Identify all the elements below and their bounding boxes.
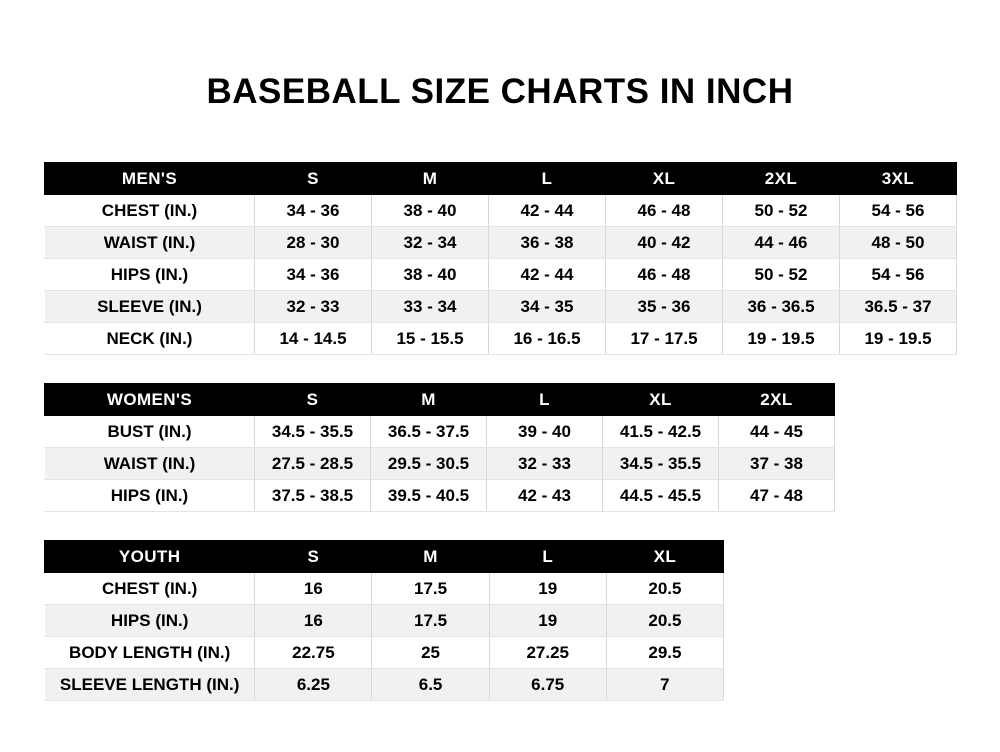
cell: 20.5 (606, 605, 723, 637)
table-row (45, 195, 957, 227)
cell: 16 (255, 573, 372, 605)
cell: 14 - 14.5 (255, 323, 372, 355)
womens-table-body (45, 416, 835, 512)
youth-header-m: M (372, 541, 489, 573)
mens-header-l: L (489, 163, 606, 195)
cell: 44 - 45 (719, 416, 835, 448)
cell: 42 - 43 (487, 480, 603, 512)
cell: 47 - 48 (719, 480, 835, 512)
table-row (45, 448, 835, 480)
womens-header-l: L (487, 384, 603, 416)
row-label: WAIST (IN.) (45, 227, 255, 259)
row-label: HIPS (IN.) (45, 480, 255, 512)
cell: 36 - 36.5 (723, 291, 840, 323)
youth-header-s: S (255, 541, 372, 573)
womens-size-table (44, 383, 835, 512)
youth-size-table (44, 540, 724, 701)
cell: 19 (489, 605, 606, 637)
table-spacer (44, 512, 956, 540)
table-spacer (44, 355, 956, 383)
table-row (45, 605, 724, 637)
cell: 40 - 42 (606, 227, 723, 259)
cell: 54 - 56 (840, 195, 957, 227)
cell: 16 - 16.5 (489, 323, 606, 355)
cell: 44.5 - 45.5 (603, 480, 719, 512)
cell: 6.25 (255, 669, 372, 701)
cell: 39.5 - 40.5 (371, 480, 487, 512)
cell: 19 (489, 573, 606, 605)
cell: 32 - 33 (487, 448, 603, 480)
tables-container (0, 162, 1000, 701)
cell: 33 - 34 (372, 291, 489, 323)
mens-header-m: M (372, 163, 489, 195)
womens-header-s: S (255, 384, 371, 416)
row-label: BODY LENGTH (IN.) (45, 637, 255, 669)
womens-header-xl: XL (603, 384, 719, 416)
cell: 37 - 38 (719, 448, 835, 480)
row-label: WAIST (IN.) (45, 448, 255, 480)
row-label: CHEST (IN.) (45, 195, 255, 227)
cell: 48 - 50 (840, 227, 957, 259)
cell: 17 - 17.5 (606, 323, 723, 355)
cell: 37.5 - 38.5 (255, 480, 371, 512)
table-header-row (45, 384, 835, 416)
mens-table-body (45, 195, 957, 355)
row-label: SLEEVE (IN.) (45, 291, 255, 323)
youth-header-xl: XL (606, 541, 723, 573)
cell: 42 - 44 (489, 195, 606, 227)
cell: 36.5 - 37.5 (371, 416, 487, 448)
womens-header-label: WOMEN'S (45, 384, 255, 416)
row-label: SLEEVE LENGTH (IN.) (45, 669, 255, 701)
cell: 36 - 38 (489, 227, 606, 259)
cell: 54 - 56 (840, 259, 957, 291)
cell: 38 - 40 (372, 195, 489, 227)
cell: 39 - 40 (487, 416, 603, 448)
mens-header-3xl: 3XL (840, 163, 957, 195)
cell: 22.75 (255, 637, 372, 669)
cell: 17.5 (372, 605, 489, 637)
cell: 20.5 (606, 573, 723, 605)
table-row (45, 480, 835, 512)
table-row (45, 259, 957, 291)
table-header-row (45, 541, 724, 573)
cell: 32 - 34 (372, 227, 489, 259)
cell: 27.5 - 28.5 (255, 448, 371, 480)
mens-header-xl: XL (606, 163, 723, 195)
mens-table-header (45, 163, 957, 195)
cell: 6.75 (489, 669, 606, 701)
row-label: NECK (IN.) (45, 323, 255, 355)
cell: 17.5 (372, 573, 489, 605)
cell: 25 (372, 637, 489, 669)
row-label: BUST (IN.) (45, 416, 255, 448)
youth-table-header (45, 541, 724, 573)
cell: 46 - 48 (606, 259, 723, 291)
cell: 28 - 30 (255, 227, 372, 259)
youth-header-label: YOUTH (45, 541, 255, 573)
cell: 16 (255, 605, 372, 637)
cell: 6.5 (372, 669, 489, 701)
page-title: BASEBALL SIZE CHARTS IN INCH (206, 72, 794, 111)
cell: 46 - 48 (606, 195, 723, 227)
table-row (45, 323, 957, 355)
cell: 29.5 (606, 637, 723, 669)
row-label: CHEST (IN.) (45, 573, 255, 605)
table-row (45, 291, 957, 323)
mens-header-s: S (255, 163, 372, 195)
cell: 7 (606, 669, 723, 701)
cell: 42 - 44 (489, 259, 606, 291)
cell: 34 - 36 (255, 259, 372, 291)
cell: 35 - 36 (606, 291, 723, 323)
womens-header-m: M (371, 384, 487, 416)
table-row (45, 227, 957, 259)
youth-table-body (45, 573, 724, 701)
row-label: HIPS (IN.) (45, 259, 255, 291)
mens-header-label: MEN'S (45, 163, 255, 195)
cell: 38 - 40 (372, 259, 489, 291)
mens-header-2xl: 2XL (723, 163, 840, 195)
womens-table-header (45, 384, 835, 416)
mens-size-table (44, 162, 957, 355)
cell: 34.5 - 35.5 (255, 416, 371, 448)
table-row (45, 637, 724, 669)
cell: 41.5 - 42.5 (603, 416, 719, 448)
cell: 27.25 (489, 637, 606, 669)
cell: 36.5 - 37 (840, 291, 957, 323)
cell: 50 - 52 (723, 195, 840, 227)
cell: 34 - 35 (489, 291, 606, 323)
youth-header-l: L (489, 541, 606, 573)
table-row (45, 669, 724, 701)
cell: 19 - 19.5 (723, 323, 840, 355)
womens-header-2xl: 2XL (719, 384, 835, 416)
cell: 34 - 36 (255, 195, 372, 227)
cell: 29.5 - 30.5 (371, 448, 487, 480)
cell: 19 - 19.5 (840, 323, 957, 355)
cell: 50 - 52 (723, 259, 840, 291)
cell: 34.5 - 35.5 (603, 448, 719, 480)
cell: 15 - 15.5 (372, 323, 489, 355)
table-header-row (45, 163, 957, 195)
table-row (45, 573, 724, 605)
table-row (45, 416, 835, 448)
cell: 44 - 46 (723, 227, 840, 259)
row-label: HIPS (IN.) (45, 605, 255, 637)
cell: 32 - 33 (255, 291, 372, 323)
